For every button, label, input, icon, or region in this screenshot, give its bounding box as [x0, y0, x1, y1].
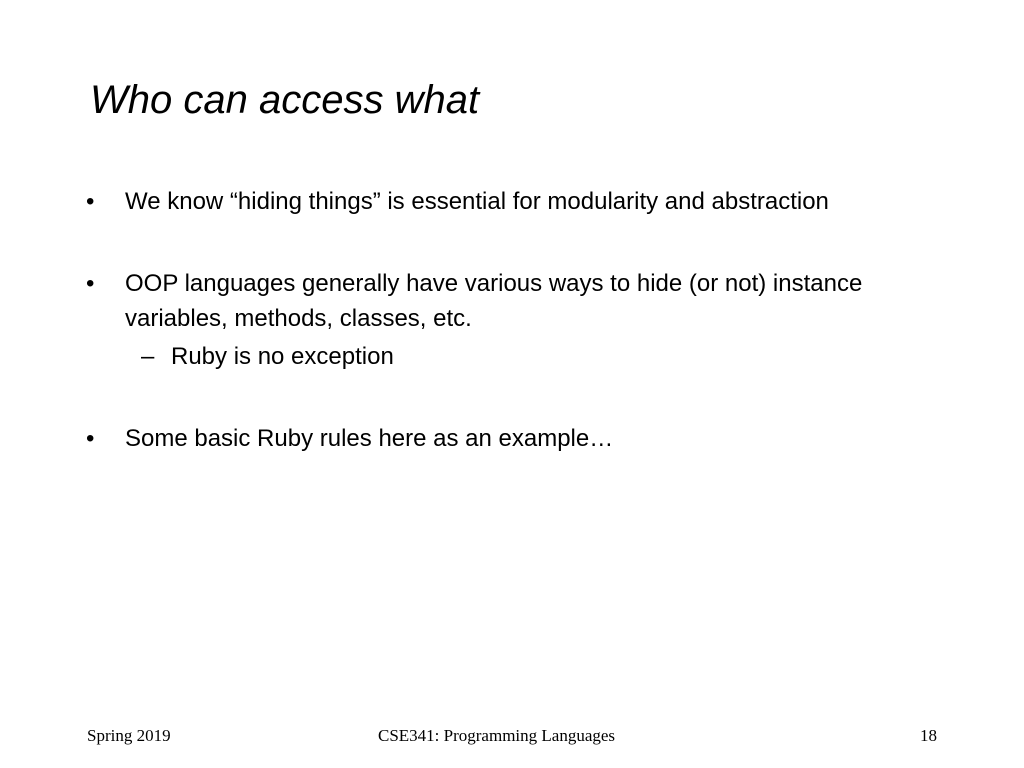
bullet-item-oop-languages: [84, 266, 924, 374]
bullet-text: Some basic Ruby rules here as an example…: [125, 425, 614, 452]
sub-bullet-item-ruby: [125, 339, 924, 374]
bullet-item-ruby-rules: [84, 421, 924, 456]
sub-bullet-list: [125, 339, 924, 374]
footer-date: Spring 2019: [87, 726, 171, 745]
sub-bullet-text: Ruby is no exception: [171, 343, 394, 370]
sub-bullet-marker: –: [141, 343, 155, 370]
bullet-text: OOP languages generally have various ways to hide (or not) instance variables, methods, classes, etc.: [125, 270, 863, 332]
bullet-text: We know “hiding things” is essential for modularity and abstraction: [125, 188, 829, 215]
footer-slide-number: 18: [920, 726, 937, 745]
bullet-marker: •: [86, 188, 95, 215]
bullet-marker: •: [86, 270, 95, 297]
bullet-list: [84, 184, 924, 456]
slide-title: Who can access what: [90, 78, 480, 122]
bullet-marker: •: [86, 425, 95, 452]
footer-course-title: CSE341: Programming Languages: [378, 726, 616, 745]
bullet-item-hiding: [84, 184, 924, 219]
